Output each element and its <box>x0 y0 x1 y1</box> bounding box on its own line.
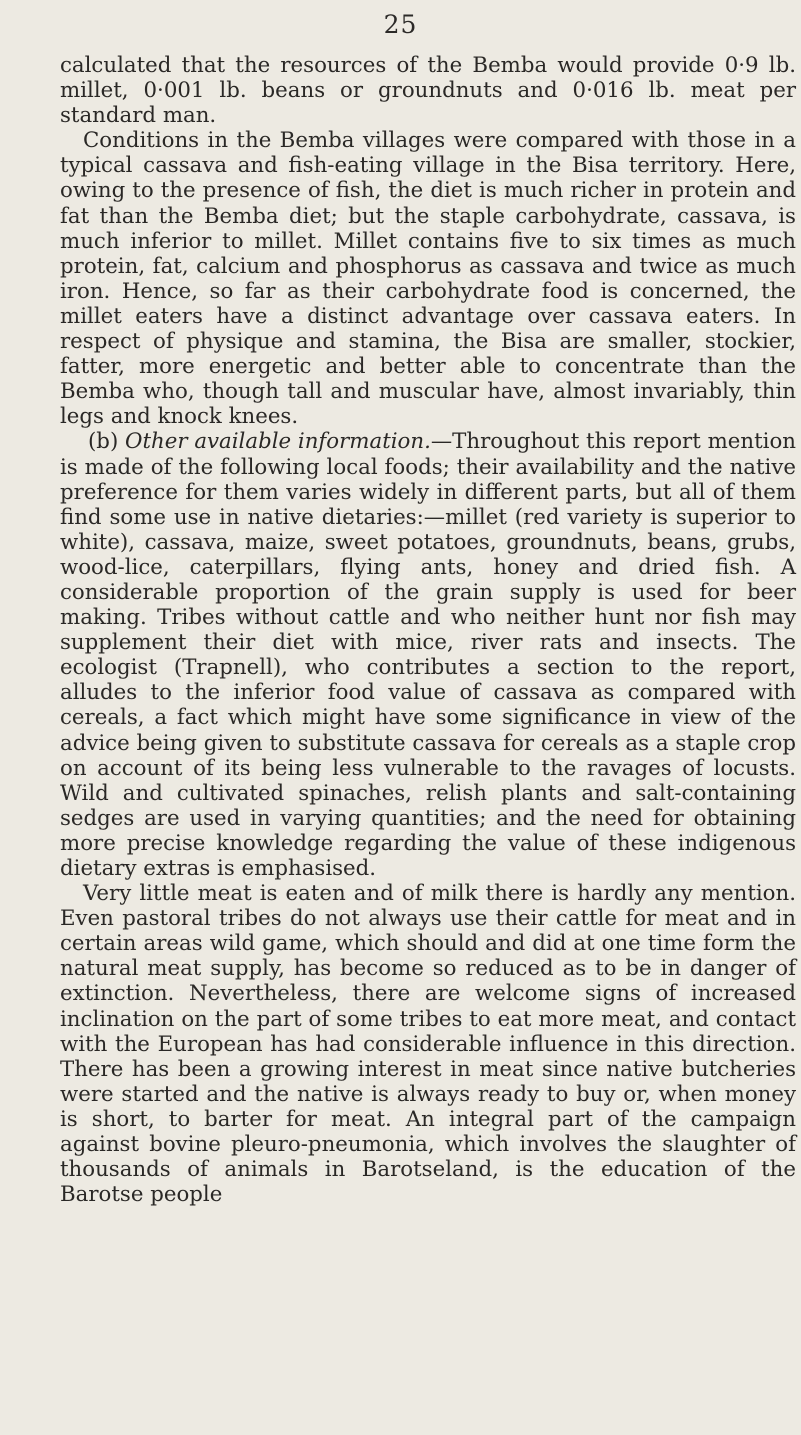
page-number: 25 <box>383 10 418 39</box>
section-text: —Throughout this report mention is made of the following local foods; their availability and the native preference for them varies widely in different parts, but all of them find some use in native dietaries:—millet (red variety is superior to white), cassava, maize, sweet potatoes, groundnuts, beans, grubs, wood-lice, caterpillars, flying ants, honey and dried fish. A considerable proportion of the grain supply is used for beer making. Tribes without cattle and who neither hunt nor fish may supplement their diet with mice, river rats and insects. The ecologist (Trapnell), who contributes a section to the report, alludes to the inferior food value of cassava as compared with cereals, a fact which might have some significance in view of the advice being given to substitute cassava for cereals as a staple crop on account of its being less vulnerable to the ravages of locusts. Wild and cultivated spinaches, relish plants and salt-containing sedges are used in varying quantities; and the need for obtaining more precise knowledge regarding the value of these indigenous dietary extras is emphasised. <box>60 429 796 881</box>
section-heading: Other available information. <box>125 429 431 455</box>
paragraph-4: Very little meat is eaten and of milk there is hardly any mention. Even pastoral tribes do not always use their cattle for meat and in certain areas wild game, which should and did at one time form the natural meat supply, has become so reduced as to be in danger of extinction. Nevertheless, there are welcome signs of increased inclination on the part of some tribes to eat more meat, and contact with the European has had considerable influence in this direction. There has been a growing interest in meat since native butcheries were started and the native is always ready to buy or, when money is short, to barter for meat. An integral part of the campaign against bovine pleuro-pneumonia, which involves the slaughter of thousands of animals in Barotseland, is the education of the Barotse people <box>60 881 796 1208</box>
paragraph-3 <box>60 429 796 881</box>
body-text <box>60 53 796 1207</box>
section-label: (b) <box>88 429 126 455</box>
paragraph-1: calculated that the resources of the Bemba would provide 0·9 lb. millet, 0·001 lb. beans or groundnuts and 0·016 lb. meat per standard man. <box>60 53 796 129</box>
paragraph-2: Conditions in the Bemba villages were compared with those in a typical cassava and fish-eating village in the Bisa territory. Here, owing to the presence of fish, the diet is much richer in protein and fat than the Bemba diet; but the staple carbohydrate, cassava, is much inferior to millet. Millet contains five to six times as much protein, fat, calcium and phosphorus as cassava and twice as much iron. Hence, so far as their carbohydrate food is concerned, the millet eaters have a distinct advantage over cassava eaters. In respect of physique and stamina, the Bisa are smaller, stockier, fatter, more energetic and better able to concentrate than the Bemba who, though tall and muscular have, almost invariably, thin legs and knock knees. <box>60 128 796 430</box>
